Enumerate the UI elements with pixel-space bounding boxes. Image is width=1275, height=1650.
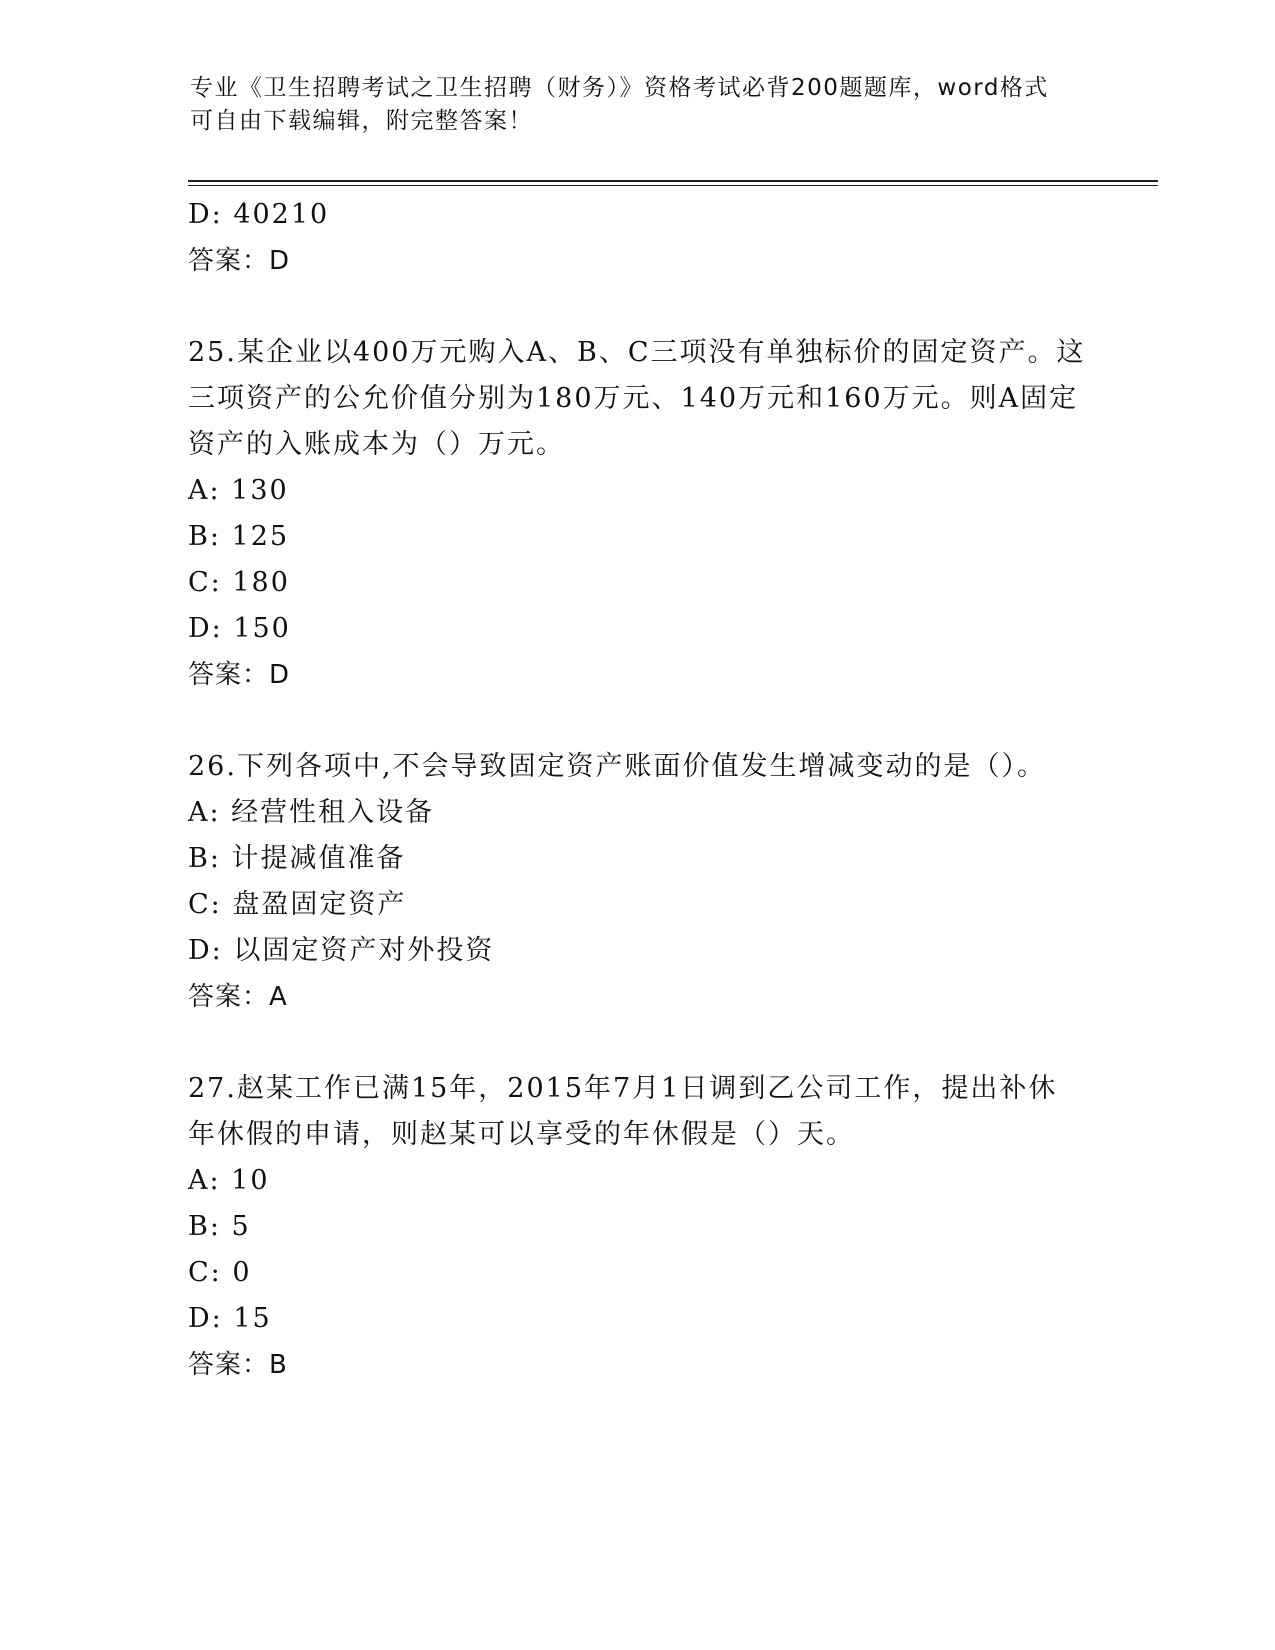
question-27-option-c: C: 0 (188, 1257, 252, 1288)
question-26-option-d: D: 以固定资产对外投资 (188, 935, 495, 966)
spacer (188, 284, 1108, 330)
header-line-2: 可自由下载编辑，附完整答案！ (190, 108, 533, 134)
header-line-1: 专业《卫生招聘考试之卫生招聘（财务）》资格考试必背200题题库，word格式 (190, 75, 1049, 101)
question-27-option-a: A: 10 (188, 1165, 270, 1196)
header-rule-thick (188, 180, 1158, 182)
question-26-option-c: C: 盘盈固定资产 (188, 889, 407, 920)
prev-option-d: D: 40210 (188, 199, 330, 230)
question-27-option-d: D: 15 (188, 1303, 272, 1334)
question-27 (188, 1066, 1108, 1388)
spacer (188, 1020, 1108, 1066)
question-27-option-b: B: 5 (188, 1211, 251, 1242)
question-26-line-1: 26.下列各项中,不会导致固定资产账面价值发生增减变动的是（）。 (188, 751, 1047, 782)
document-header (190, 72, 1090, 138)
spacer (188, 698, 1108, 744)
question-25-option-d: D: 150 (188, 613, 291, 644)
header-rule-thin (188, 185, 1158, 186)
question-25-option-c: C: 180 (188, 567, 290, 598)
question-25-option-b: B: 125 (188, 521, 290, 552)
question-27-line-2: 年休假的申请，则赵某可以享受的年休假是（）天。 (188, 1119, 855, 1150)
question-27-line-1: 27.赵某工作已满15年，2015年7月1日调到乙公司工作，提出补休 (188, 1073, 1058, 1104)
question-25 (188, 330, 1108, 698)
question-25-line-1: 25.某企业以400万元购入A、B、C三项没有单独标价的固定资产。这 (188, 337, 1086, 368)
question-25-line-2: 三项资产的公允价值分别为180万元、140万元和160万元。则A固定 (188, 383, 1079, 414)
question-26-answer: 答案：A (188, 982, 288, 1012)
question-26-option-a: A: 经营性租入设备 (188, 797, 435, 828)
question-list (188, 192, 1108, 1388)
question-26 (188, 744, 1108, 1020)
question-25-line-3: 资产的入账成本为（）万元。 (188, 429, 565, 460)
prev-answer: 答案：D (188, 246, 291, 276)
question-25-answer: 答案：D (188, 660, 291, 690)
question-25-option-a: A: 130 (188, 475, 289, 506)
question-27-answer: 答案：B (188, 1350, 288, 1380)
question-26-option-b: B: 计提减值准备 (188, 843, 406, 874)
